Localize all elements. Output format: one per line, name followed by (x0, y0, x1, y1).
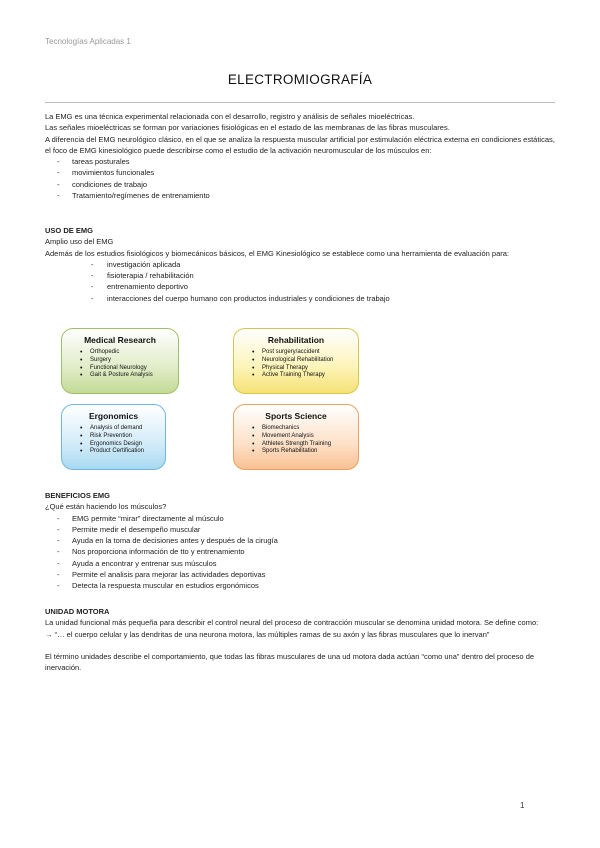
box-item: • Movement Analysis (252, 433, 358, 441)
list-item: - Nos proporciona información de tto y entrenamiento (45, 546, 560, 557)
box-item: • Analysis of demand (80, 425, 165, 433)
box-item: • Physical Therapy (252, 365, 358, 373)
medical-research-box (61, 328, 179, 394)
sports-science-box (233, 404, 359, 470)
title-divider (45, 102, 555, 103)
section-text: Además de los estudios fisiológicos y biomecánicos básicos, el EMG Kinesiológico se establece como una herramienta de evaluación para: (45, 248, 510, 258)
box-list (62, 349, 178, 380)
section-text: La unidad funcional más pequeña para describir el control neural del proceso de contracción muscular se denomina unidad motora. Se define como: (45, 618, 539, 628)
box-item: • Risk Prevention (80, 433, 165, 441)
section-subtitle: ¿Qué están haciendo los músculos? (45, 502, 167, 512)
list-item: - tareas posturales (45, 156, 560, 167)
box-list (62, 425, 165, 456)
box-item: • Post surgery/accident (252, 349, 358, 357)
box-title: Medical Research (84, 335, 156, 345)
beneficios-section (45, 490, 560, 592)
box-item: • Functional Neurology (80, 365, 178, 373)
rehabilitation-box (233, 328, 359, 394)
list-item: - Permite medir el desempeño muscular (45, 524, 560, 535)
box-item: • Gait & Posture Analysis (80, 372, 178, 380)
box-item: • Biomechanics (252, 425, 358, 433)
box-item: • Neurological Rehabilitation (252, 357, 358, 365)
list-item: - Detecta la respuesta muscular en estudios ergonómicos (45, 580, 560, 591)
section-text: El término unidades describe el comportamiento, que todas las fibras musculares de una ud motora dada actúan “como una” dentro del proceso de inervación. (45, 651, 535, 673)
list-item: - fisioterapia / rehabilitación (45, 270, 560, 281)
intro-line: A diferencia del EMG neurológico clásico, en el que se analiza la respuesta muscular artificial por estimulación eléctrica externa en condiciones estáticas, el foco de EMG kinesiológico puede describirse como el estudio de la activación neuromuscular de los músculos en: (45, 134, 555, 155)
uso-list (45, 259, 560, 304)
definition-quote: → “… el cuerpo celular y las dendritas de una neurona motora, las múltiples ramas de su axón y las fibras musculares que lo inervan” (45, 629, 490, 639)
list-item: - EMG permite “mirar” directamente al músculo (45, 513, 560, 524)
box-item: • Athletes Strength Training (252, 441, 358, 449)
box-list (234, 349, 358, 380)
beneficios-list (45, 513, 560, 592)
uso-section (45, 225, 560, 304)
intro-section (45, 111, 560, 201)
list-item: - interacciones del cuerpo humano con productos industriales y condiciones de trabajo (45, 293, 560, 304)
ergonomics-box (61, 404, 166, 470)
list-item: - condiciones de trabajo (45, 179, 560, 190)
box-item: • Active Training Therapy (252, 372, 358, 380)
box-title: Ergonomics (88, 411, 139, 421)
intro-line: La EMG es una técnica experimental relacionada con el desarrollo, registro y análisis de señales mioeléctricas. (45, 112, 415, 121)
list-item: - Ayuda en la toma de decisiones antes y después de la cirugía (45, 535, 560, 546)
intro-list (45, 156, 560, 201)
list-item: - Ayuda a encontrar y entrenar sus músculos (45, 558, 560, 569)
section-heading: USO DE EMG (45, 226, 93, 235)
box-item: • Ergonomics Design (80, 441, 165, 449)
box-item: • Product Certification (80, 448, 165, 456)
list-item: - movimientos funcionales (45, 167, 560, 178)
box-title: Sports Science (265, 411, 327, 421)
box-title: Rehabilitation (267, 335, 325, 345)
unidad-motora-section (45, 606, 560, 673)
section-heading: BENEFICIOS EMG (45, 491, 111, 500)
list-item: - entrenamiento deportivo (45, 281, 560, 292)
page-title: ELECTROMIOGRAFÍA (227, 72, 373, 87)
box-item: • Surgery (80, 357, 178, 365)
running-header: Tecnologías Aplicadas 1 (45, 37, 131, 46)
box-item: • Orthopedic (80, 349, 178, 357)
list-item: - investigación aplicada (45, 259, 560, 270)
section-subtitle: Amplio uso del EMG (45, 237, 114, 247)
box-item: • Sports Rehabilitation (252, 448, 358, 456)
box-list (234, 425, 358, 456)
intro-line: Las señales mioeléctricas se forman por variaciones fisiológicas en el estado de las membranas de las fibras musculares. (45, 123, 450, 133)
section-heading: UNIDAD MOTORA (45, 607, 110, 616)
list-item: - Permite el analisis para mejorar las actividades deportivas (45, 569, 560, 580)
list-item: - Tratamiento/regímenes de entrenamiento (45, 190, 560, 201)
page-number: 1 (520, 801, 525, 810)
